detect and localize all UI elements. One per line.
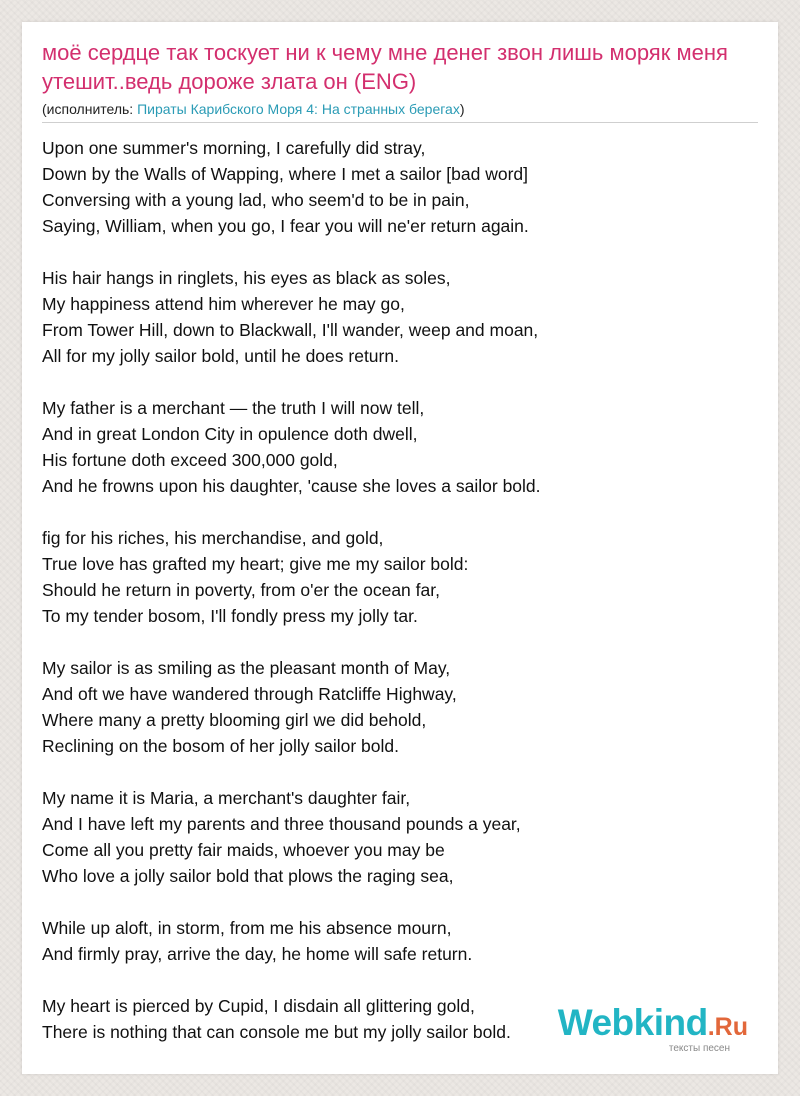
lyrics-line: My happiness attend him wherever he may go, (42, 294, 405, 314)
lyrics-line: While up aloft, in storm, from me his absence mourn, (42, 918, 452, 938)
lyrics-line: My name it is Maria, a merchant's daughter fair, (42, 788, 411, 808)
lyrics-line: There is nothing that can console me but my jolly sailor bold. (42, 1022, 511, 1042)
lyrics-stanza (42, 395, 758, 499)
lyrics-line: My heart is pierced by Cupid, I disdain all glittering gold, (42, 996, 475, 1016)
lyrics-line: True love has grafted my heart; give me my sailor bold: (42, 554, 469, 574)
logo-tagline: тексты песен (668, 1043, 730, 1054)
lyrics-line: And firmly pray, arrive the day, he home will safe return. (42, 944, 473, 964)
lyrics-line: My sailor is as smiling as the pleasant month of May, (42, 658, 451, 678)
lyrics-stanza (42, 265, 758, 369)
logo-tld-text: .Ru (707, 1013, 748, 1041)
artist-line (42, 100, 758, 118)
lyrics-body (42, 135, 758, 1045)
lyrics-line: My father is a merchant — the truth I will now tell, (42, 398, 425, 418)
lyrics-stanza (42, 785, 758, 889)
lyrics-line: Come all you pretty fair maids, whoever you may be (42, 840, 445, 860)
logo-main-text: Webkind (557, 1002, 708, 1043)
lyrics-stanza (42, 135, 758, 239)
lyrics-line: And oft we have wandered through Ratcliffe Highway, (42, 684, 457, 704)
lyrics-card (22, 22, 778, 1074)
lyrics-line: And in great London City in opulence doth dwell, (42, 424, 418, 444)
lyrics-line: Should he return in poverty, from o'er the ocean far, (42, 580, 440, 600)
lyrics-line: Who love a jolly sailor bold that plows the raging sea, (42, 866, 454, 886)
lyrics-line: And he frowns upon his daughter, 'cause she loves a sailor bold. (42, 476, 541, 496)
lyrics-line: All for my jolly sailor bold, until he does return. (42, 346, 399, 366)
lyrics-line: Conversing with a young lad, who seem'd to be in pain, (42, 190, 470, 210)
lyrics-line: Reclining on the bosom of her jolly sailor bold. (42, 736, 399, 756)
lyrics-line: Down by the Walls of Wapping, where I met a sailor [bad word] (42, 164, 529, 184)
artist-link[interactable]: Пираты Карибского Моря 4: На странных берегах (137, 101, 460, 117)
lyrics-line: Where many a pretty blooming girl we did behold, (42, 710, 427, 730)
lyrics-line: His fortune doth exceed 300,000 gold, (42, 450, 338, 470)
lyrics-line: To my tender bosom, I'll fondly press my jolly tar. (42, 606, 418, 626)
lyrics-line: His hair hangs in ringlets, his eyes as black as soles, (42, 268, 451, 288)
lyrics-stanza (42, 915, 758, 967)
lyrics-line: And I have left my parents and three thousand pounds a year, (42, 814, 521, 834)
artist-suffix: ) (459, 101, 465, 117)
lyrics-stanza (42, 655, 758, 759)
lyrics-line: Saying, William, when you go, I fear you will ne'er return again. (42, 216, 529, 236)
lyrics-line: From Tower Hill, down to Blackwall, I'll wander, weep and moan, (42, 320, 539, 340)
title-divider (42, 122, 758, 123)
lyrics-line: fig for his riches, his merchandise, and gold, (42, 528, 384, 548)
lyrics-line: Upon one summer's morning, I carefully did stray, (42, 138, 426, 158)
artist-prefix: (исполнитель: (42, 101, 138, 117)
lyrics-stanza (42, 525, 758, 629)
page-title: моё сердце так тоскует ни к чему мне денег звон лишь моряк меня утешит..ведь дороже злата он (ENG) (42, 40, 728, 94)
webkind-logo[interactable] (558, 1004, 748, 1054)
